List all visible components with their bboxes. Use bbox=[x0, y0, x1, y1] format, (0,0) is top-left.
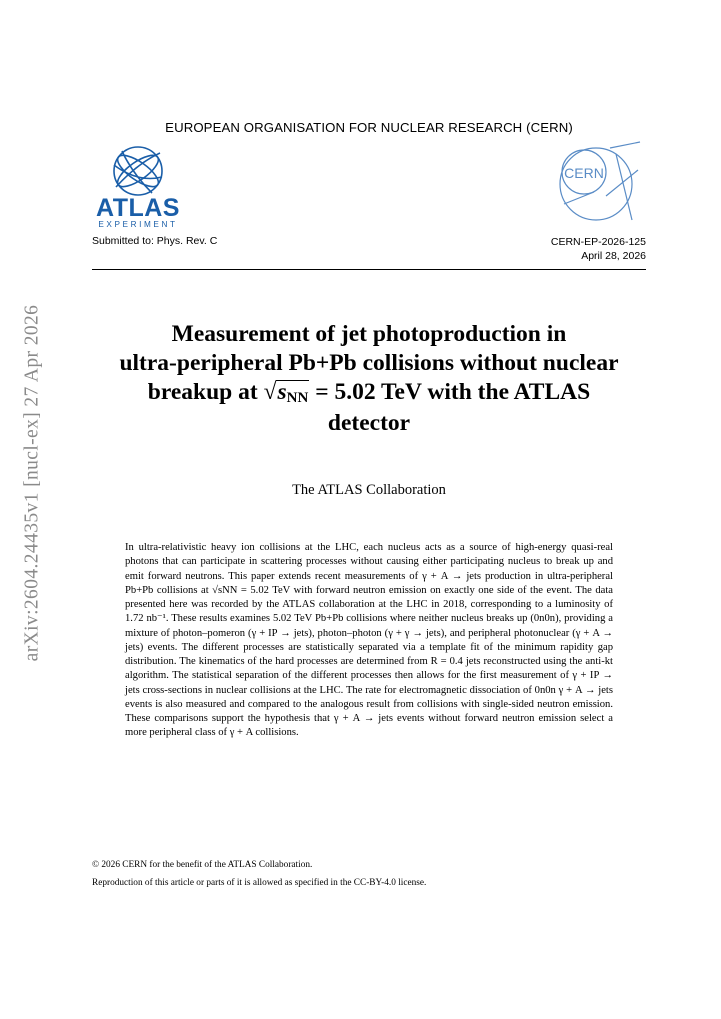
copyright-notice bbox=[92, 856, 426, 892]
copyright-line-1: © 2026 CERN for the benefit of the ATLAS Collaboration. bbox=[92, 860, 313, 870]
title-line-3-post: = 5.02 TeV with the ATLAS bbox=[315, 379, 591, 405]
submitted-journal: Submitted to: Phys. Rev. C bbox=[92, 235, 218, 247]
abstract-text: In ultra-relativistic heavy ion collisions at the LHC, each nucleus acts as a source of high-energy quasi-real photons that can participate in scattering processes without causing either participating nucleus to break up and emit forward neutrons. This paper extends recent measurements of γ + A → jets production in ultra-peripheral Pb+Pb collisions at √sNN = 5.02 TeV with forward neutron emission on exactly one side of the event. The data presented here was recorded by the ATLAS collaboration at the LHC in 2018, corresponding to a luminosity of 1.72 nb⁻¹. These results examines 5.02 TeV Pb+Pb collisions where neither nucleus breaks up (0n0n), providing a mixture of photon–pomeron (γ + IP → jets), photon–photon (γ + γ → jets), and peripheral photonuclear (γ + A → jets) events. The different processes are statistically separated via a template fit of the minimum rapidity gap distribution. The kinematics of the hard processes are determined from R = 0.4 jets reconstructed using the anti-kt algorithm. The statistical separation of the different processes then allows for the first measurement of γ + IP → jets cross-sections in nuclear collisions at the LHC. The rate for electromagnetic dissociation of 0n0n γ + A → jets events is also measured and compared to the analogous result from collisions with single-sided neutron emission. These comparisons support the hypothesis that γ + A → jets events without forward neutron emission select a more peripheral class of γ + A collisions. bbox=[125, 542, 613, 739]
title-line-3-pre: breakup at bbox=[147, 379, 258, 405]
sqrt-snn: $√s_{NN}$ bbox=[264, 378, 310, 409]
title-line-4: detector bbox=[327, 410, 411, 436]
title-line-2: ultra-peripheral Pb+Pb collisions without nuclear bbox=[119, 350, 619, 376]
report-number: CERN-EP-2026-125 bbox=[550, 236, 646, 248]
sqrt-variable: s bbox=[277, 379, 287, 405]
author-collaboration: The ATLAS Collaboration bbox=[292, 482, 446, 498]
organisation-header: EUROPEAN ORGANISATION FOR NUCLEAR RESEARCH (CERN) bbox=[165, 120, 573, 135]
cern-wordmark: CERN bbox=[564, 165, 604, 181]
sqrt-subscript: NN bbox=[286, 390, 309, 406]
arxiv-identifier-text: arXiv:2604.24435v1 [nucl-ex] 27 Apr 2026 bbox=[21, 304, 42, 662]
arxiv-identifier-stamp bbox=[12, 288, 52, 678]
abstract bbox=[125, 541, 613, 741]
report-info bbox=[551, 235, 646, 263]
atlas-wordmark: ATLAS bbox=[96, 194, 180, 222]
header-divider bbox=[92, 269, 646, 270]
paper-title bbox=[92, 320, 646, 438]
copyright-line-2: Reproduction of this article or parts of it is allowed as specified in the CC-BY-4.0 license. bbox=[92, 878, 427, 888]
atlas-subtitle: EXPERIMENT bbox=[98, 220, 178, 229]
atlas-experiment-logo bbox=[92, 143, 184, 235]
title-line-3 bbox=[92, 378, 646, 409]
report-date: April 28, 2026 bbox=[581, 250, 646, 262]
cern-logo bbox=[554, 134, 646, 234]
title-line-1: Measurement of jet photoproduction in bbox=[171, 321, 567, 347]
